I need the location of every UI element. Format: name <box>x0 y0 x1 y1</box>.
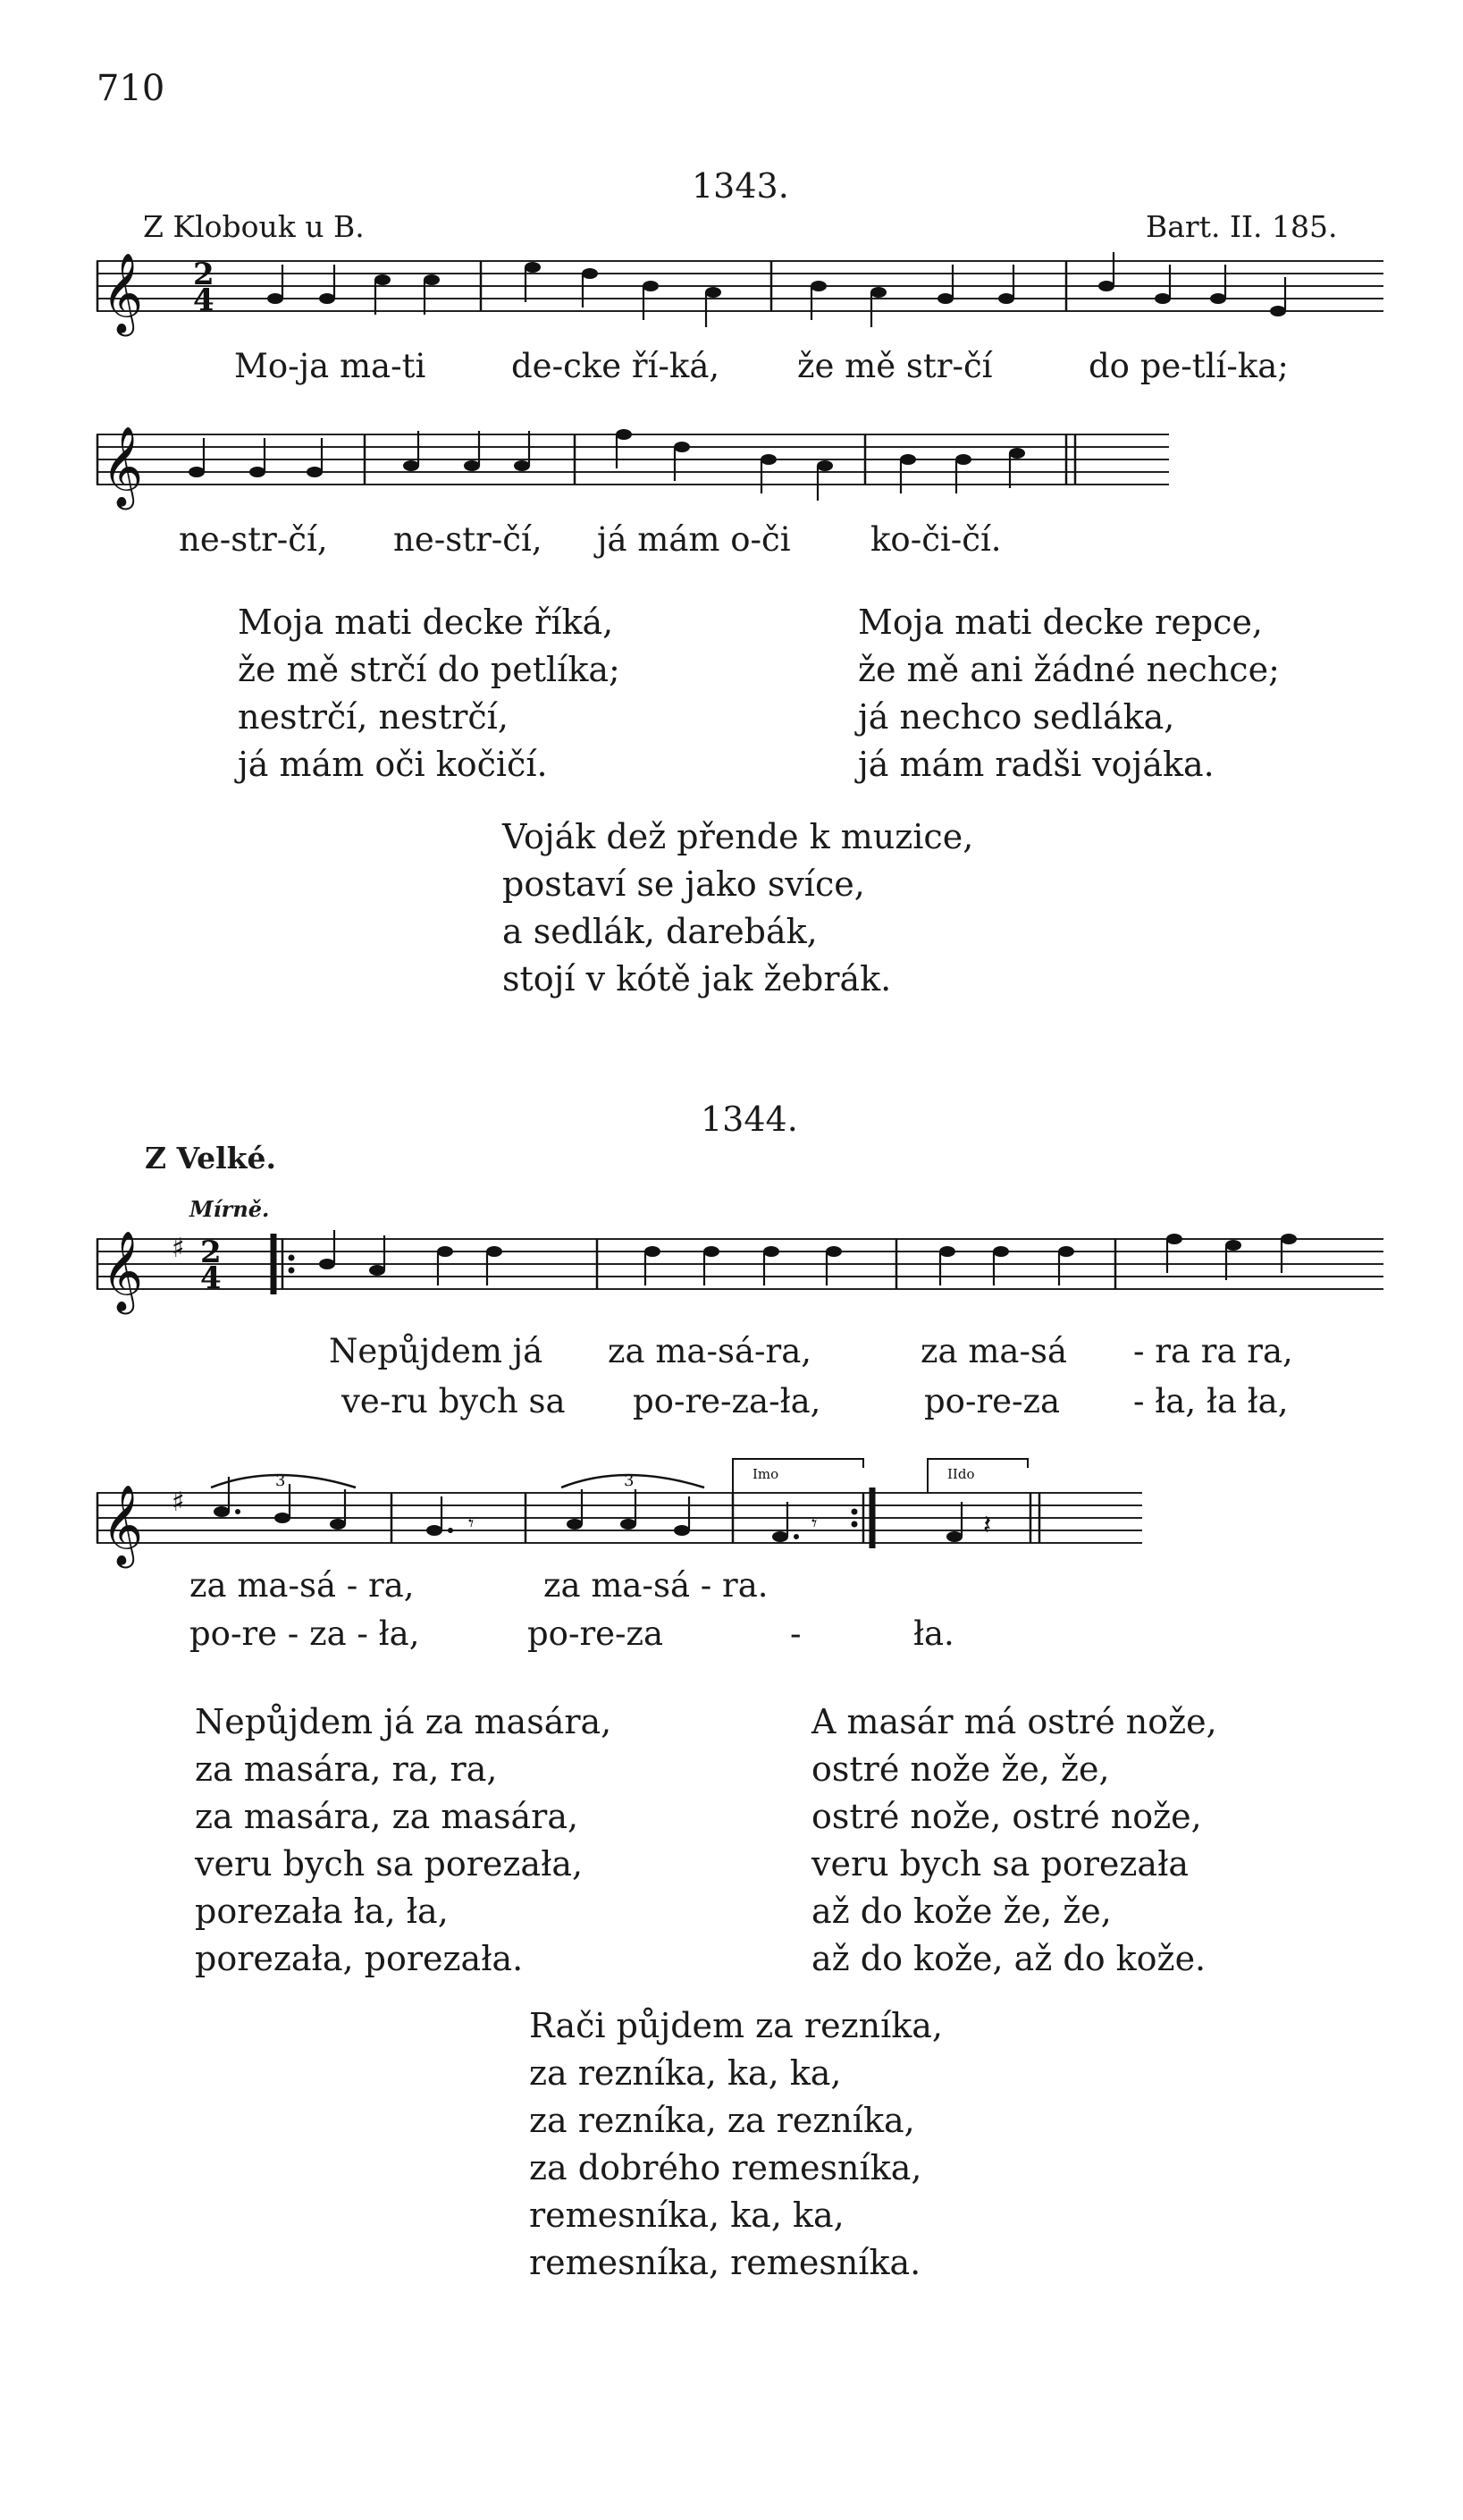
svg-text:𝄾: 𝄾 <box>468 1511 475 1536</box>
lyrics-line: po-re - za - ła, po-re-za - ła. <box>189 1614 954 1653</box>
sharp-icon: ♯ <box>172 1487 185 1518</box>
lyrics-line: Nepůjdem já za ma-sá-ra, za ma-sá - ra ra ra, <box>329 1332 1293 1370</box>
treble-clef-icon: 𝄞 <box>102 426 144 507</box>
volta-label: IIdo <box>947 1466 975 1482</box>
svg-text:𝄽: 𝄽 <box>983 1510 992 1541</box>
triplet-number: 3 <box>275 1471 286 1490</box>
svg-text:4: 4 <box>200 1260 222 1296</box>
volta-label: Imo <box>753 1466 779 1482</box>
svg-text:2: 2 <box>200 1235 222 1270</box>
svg-text:𝄾: 𝄾 <box>811 1511 818 1536</box>
song-reference: Bart. II. 185. <box>1146 209 1338 244</box>
music-staff <box>97 1221 1383 1328</box>
verse-2: A masár má ostré nože, ostré nože že, že, ostré nože, ostré nože, veru bych sa porezała až do kože že, že, až do kože, až do kože. <box>811 1702 1217 1978</box>
song-number: 1343. <box>692 166 789 206</box>
music-staff <box>97 1448 1142 1582</box>
verse-1: Moja mati decke říká, že mě strčí do petlíka; nestrčí, nestrčí, já mám oči kočičí. <box>238 603 620 784</box>
lyrics-line: za ma-sá - ra, za ma-sá - ra. <box>189 1566 769 1605</box>
notes <box>189 429 1025 501</box>
music-staff <box>97 417 1169 524</box>
treble-clef-icon: 𝄞 <box>102 253 144 333</box>
verse-1: Nepůjdem já za masára, za masára, ra, ra, za masára, za masára, veru bych sa porezała, porezała ła, ła, porezała, porezała. <box>195 1702 612 1978</box>
verse-2: Moja mati decke repce, že mě ani žádné nechce; já nechco sedláka, já mám radši vojáka. <box>858 603 1280 784</box>
page-number: 710 <box>97 68 165 109</box>
verse-3: Voják dež přende k muzice, postaví se jako svíce, a sedlák, darebák, stojí v kótě jak žebrák. <box>502 817 974 999</box>
lyrics-line: Mo-ja ma-ti de-cke ří-ká, že mě str-čí do pe-tlí-ka; <box>234 347 1289 385</box>
lyrics-line: ve-ru bych sa po-re-za-ła, po-re-za - ła, ła ła, <box>341 1382 1289 1420</box>
svg-text:2: 2 <box>193 257 214 292</box>
verse-3: Rači půjdem za rezníka, za rezníka, ka, ka, za rezníka, za rezníka, za dobrého remesníka, remesníka, ka, ka, remesníka, remesníka. <box>529 2006 943 2282</box>
staff-lines <box>97 1239 1383 1289</box>
notes <box>267 252 1286 327</box>
svg-text:4: 4 <box>193 282 214 318</box>
song-number: 1344. <box>701 1100 798 1139</box>
treble-clef-icon: 𝄞 <box>102 1485 144 1565</box>
lyrics-line: ne-str-čí, ne-str-čí, já mám o-či ko-či-čí. <box>179 520 1002 559</box>
sharp-icon: ♯ <box>172 1233 185 1264</box>
triplet-number: 3 <box>624 1471 635 1490</box>
tempo-marking: Mírně. <box>189 1196 270 1222</box>
treble-clef-icon: 𝄞 <box>102 1231 144 1311</box>
song-source: Z Klobouk u B. <box>143 209 365 244</box>
song-source: Z Velké. <box>145 1141 277 1176</box>
staff-lines <box>97 261 1383 311</box>
music-staff <box>97 243 1383 350</box>
